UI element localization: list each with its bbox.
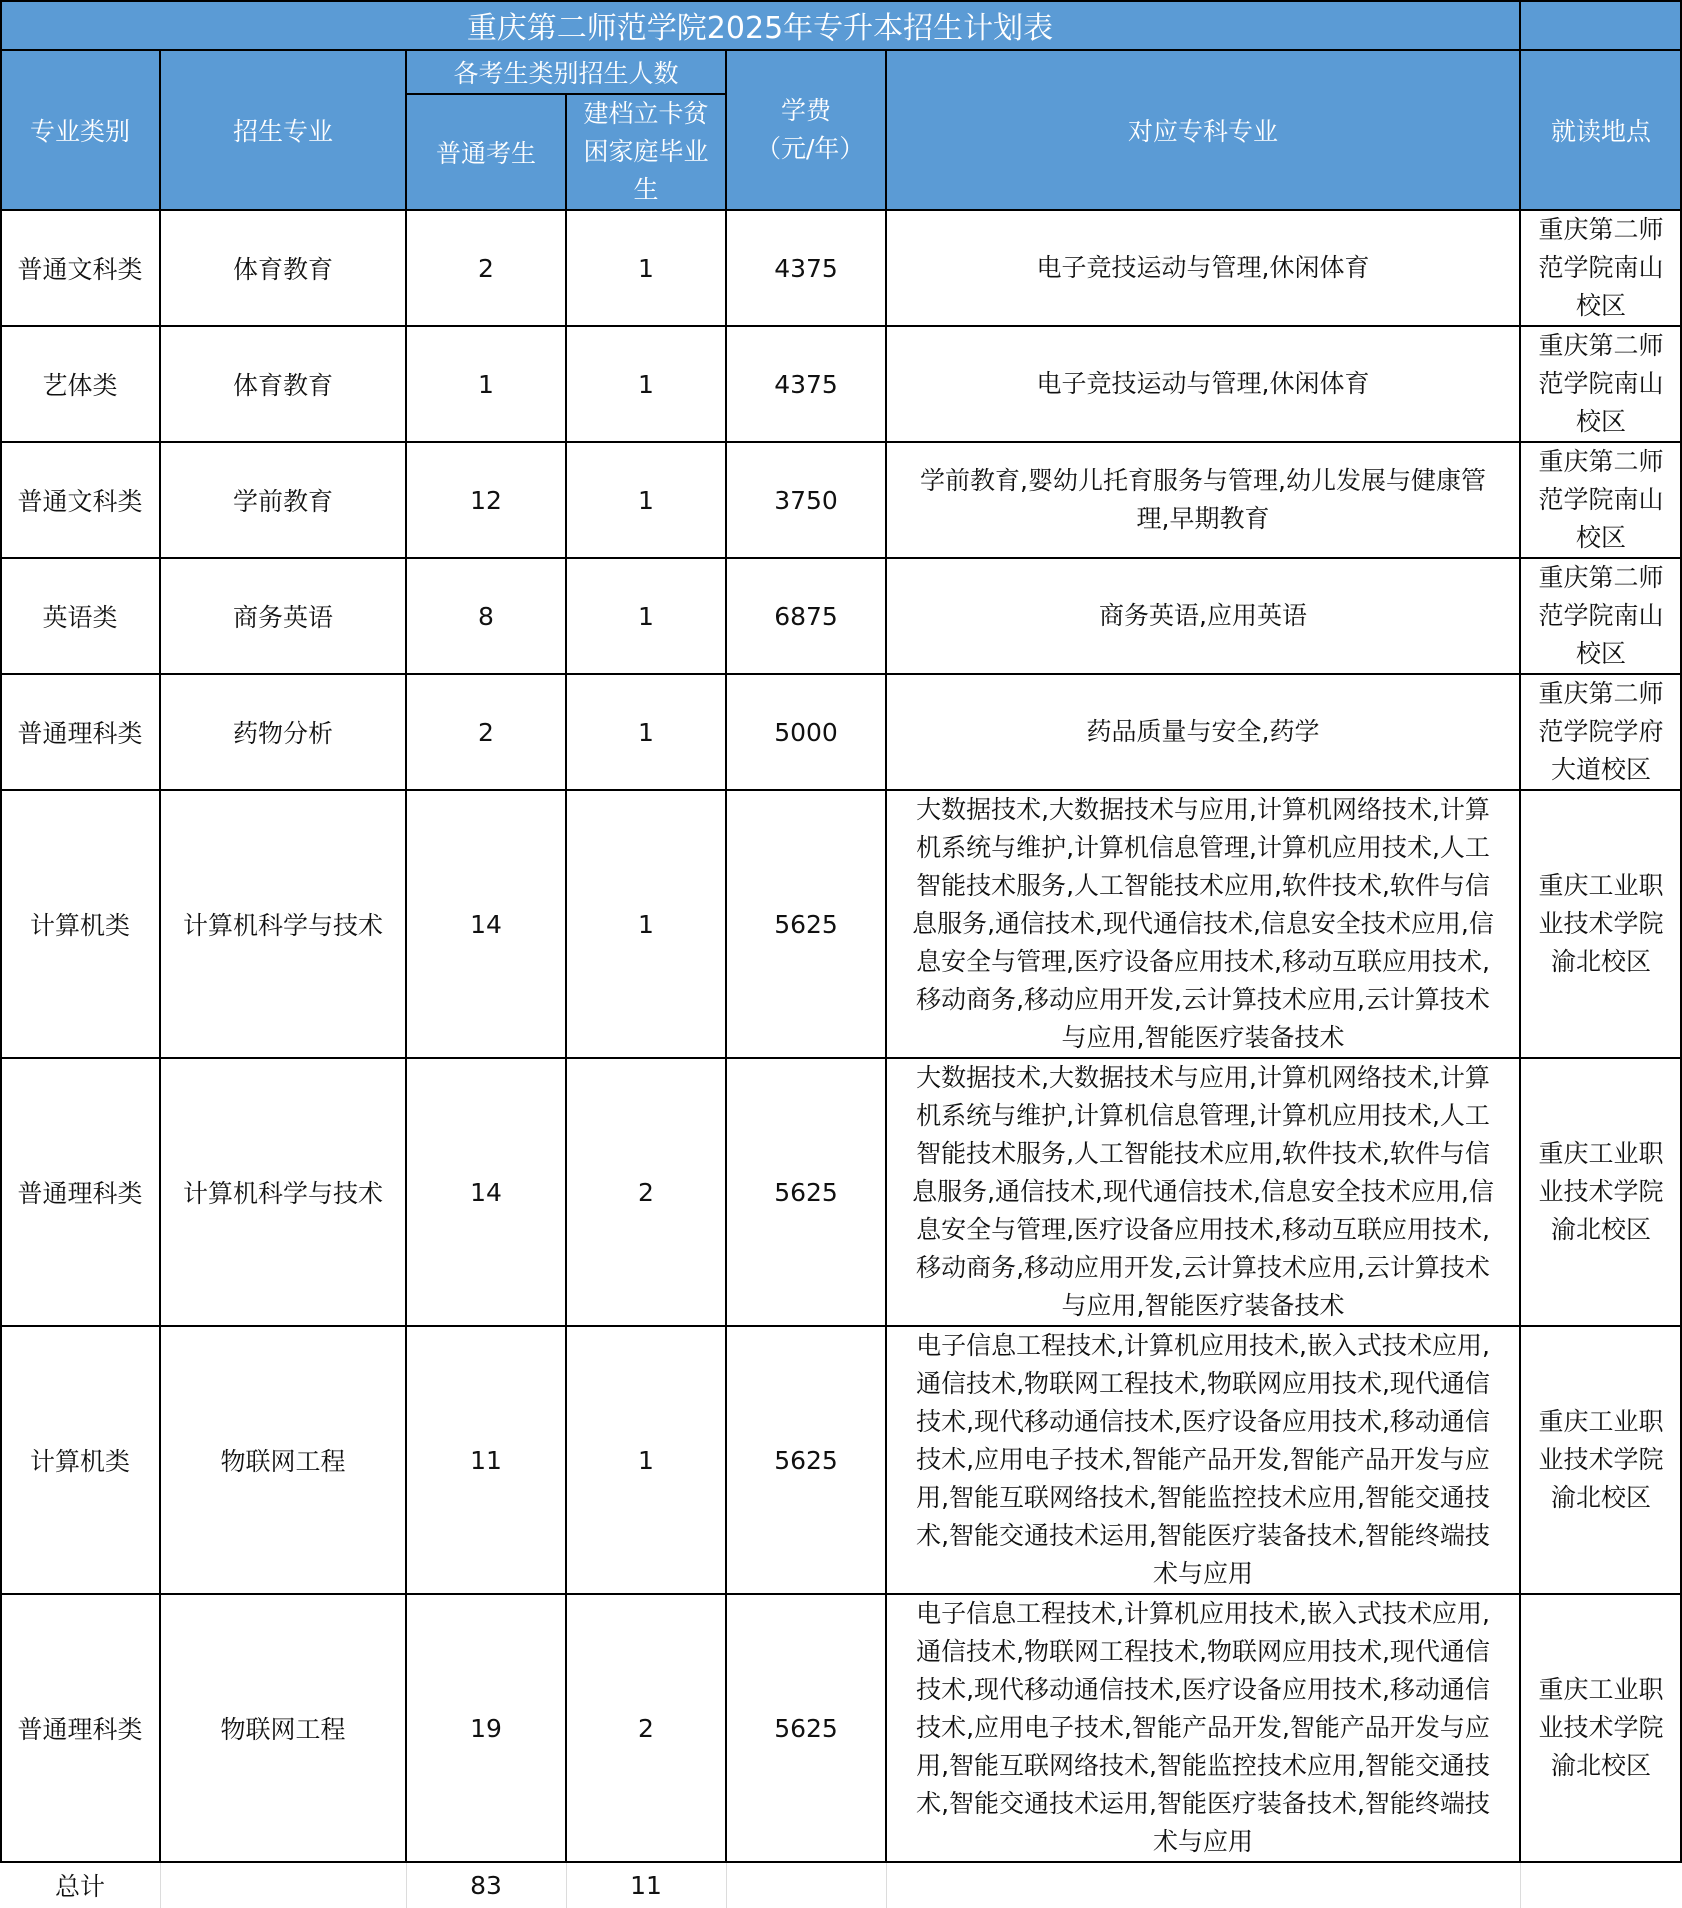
total-empty-major bbox=[160, 1862, 406, 1908]
border-v-col1 bbox=[159, 50, 161, 1862]
cell-category: 计算机类 bbox=[0, 790, 160, 1058]
border-h-row7 bbox=[0, 1325, 1682, 1327]
border-h-row4 bbox=[0, 673, 1682, 675]
cell-poverty: 1 bbox=[566, 558, 726, 674]
border-h-row3 bbox=[0, 557, 1682, 559]
cell-location: 重庆工业职业技术学院渝北校区 bbox=[1520, 1326, 1682, 1594]
cell-related: 电子竞技运动与管理,休闲体育 bbox=[886, 326, 1520, 442]
cell-tuition: 3750 bbox=[726, 442, 886, 558]
cell-regular: 2 bbox=[406, 210, 566, 326]
cell-category: 计算机类 bbox=[0, 1326, 160, 1594]
cell-major: 药物分析 bbox=[160, 674, 406, 790]
total-gridline-v3 bbox=[566, 1862, 567, 1908]
cell-poverty: 1 bbox=[566, 326, 726, 442]
cell-category: 英语类 bbox=[0, 558, 160, 674]
cell-major: 物联网工程 bbox=[160, 1594, 406, 1862]
total-gridline-v2 bbox=[406, 1862, 407, 1908]
header-poverty: 建档立卡贫困家庭毕业生 bbox=[566, 94, 726, 210]
cell-category: 艺体类 bbox=[0, 326, 160, 442]
cell-regular: 11 bbox=[406, 1326, 566, 1594]
cell-tuition: 4375 bbox=[726, 210, 886, 326]
cell-major: 计算机科学与技术 bbox=[160, 790, 406, 1058]
total-gridline-v4 bbox=[726, 1862, 727, 1908]
cell-location: 重庆第二师范学院南山校区 bbox=[1520, 558, 1682, 674]
cell-related: 药品质量与安全,药学 bbox=[886, 674, 1520, 790]
cell-related: 学前教育,婴幼儿托育服务与管理,幼儿发展与健康管理,早期教育 bbox=[886, 442, 1520, 558]
header-tuition: 学费（元/年） bbox=[726, 50, 886, 210]
title-empty-cell bbox=[1520, 0, 1682, 50]
cell-location: 重庆工业职业技术学院渝北校区 bbox=[1520, 790, 1682, 1058]
total-regular: 83 bbox=[406, 1862, 566, 1908]
cell-related: 大数据技术,大数据技术与应用,计算机网络技术,计算机系统与维护,计算机信息管理,计算机应用技术,人工智能技术服务,人工智能技术应用,软件技术,软件与信息服务,通信技术,现代通信技术,信息安全技术应用,信息安全与管理,医疗设备应用技术,移动互联应用技术,移动商务,移动应用开发,云计算技术应用,云计算技术与应用,智能医疗装备技术 bbox=[886, 790, 1520, 1058]
cell-related: 大数据技术,大数据技术与应用,计算机网络技术,计算机系统与维护,计算机信息管理,计算机应用技术,人工智能技术服务,人工智能技术应用,软件技术,软件与信息服务,通信技术,现代通信技术,信息安全技术应用,信息安全与管理,医疗设备应用技术,移动互联应用技术,移动商务,移动应用开发,云计算技术应用,云计算技术与应用,智能医疗装备技术 bbox=[886, 1058, 1520, 1326]
total-gridline-v1 bbox=[160, 1862, 161, 1908]
cell-major: 体育教育 bbox=[160, 326, 406, 442]
header-major: 招生专业 bbox=[160, 50, 406, 210]
border-h-row8 bbox=[0, 1593, 1682, 1595]
border-h-row1 bbox=[0, 325, 1682, 327]
cell-regular: 8 bbox=[406, 558, 566, 674]
cell-category: 普通文科类 bbox=[0, 210, 160, 326]
header-location: 就读地点 bbox=[1520, 50, 1682, 210]
cell-major: 体育教育 bbox=[160, 210, 406, 326]
cell-location: 重庆工业职业技术学院渝北校区 bbox=[1520, 1594, 1682, 1862]
cell-related: 电子信息工程技术,计算机应用技术,嵌入式技术应用,通信技术,物联网工程技术,物联网应用技术,现代通信技术,现代移动通信技术,医疗设备应用技术,移动通信技术,应用电子技术,智能产品开发,智能产品开发与应用,智能互联网络技术,智能监控技术应用,智能交通技术,智能交通技术运用,智能医疗装备技术,智能终端技术与应用 bbox=[886, 1594, 1520, 1862]
cell-regular: 14 bbox=[406, 1058, 566, 1326]
cell-location: 重庆第二师范学院学府大道校区 bbox=[1520, 674, 1682, 790]
border-v-col2 bbox=[405, 50, 407, 1862]
cell-category: 普通理科类 bbox=[0, 1058, 160, 1326]
cell-tuition: 5625 bbox=[726, 1326, 886, 1594]
border-v-col4 bbox=[725, 50, 727, 1862]
cell-related: 电子竞技运动与管理,休闲体育 bbox=[886, 210, 1520, 326]
cell-tuition: 6875 bbox=[726, 558, 886, 674]
cell-poverty: 1 bbox=[566, 674, 726, 790]
cell-location: 重庆第二师范学院南山校区 bbox=[1520, 210, 1682, 326]
border-h-row2 bbox=[0, 441, 1682, 443]
cell-tuition: 5625 bbox=[726, 790, 886, 1058]
border-h-title bbox=[0, 49, 1682, 51]
cell-poverty: 2 bbox=[566, 1594, 726, 1862]
cell-major: 计算机科学与技术 bbox=[160, 1058, 406, 1326]
cell-location: 重庆工业职业技术学院渝北校区 bbox=[1520, 1058, 1682, 1326]
cell-tuition: 5000 bbox=[726, 674, 886, 790]
cell-regular: 19 bbox=[406, 1594, 566, 1862]
cell-location: 重庆第二师范学院南山校区 bbox=[1520, 326, 1682, 442]
cell-location: 重庆第二师范学院南山校区 bbox=[1520, 442, 1682, 558]
cell-category: 普通理科类 bbox=[0, 674, 160, 790]
sheet-title-text: 重庆第二师范学院2025年专升本招生计划表 bbox=[466, 11, 1054, 46]
cell-poverty: 1 bbox=[566, 210, 726, 326]
header-related: 对应专科专业 bbox=[886, 50, 1520, 210]
cell-major: 商务英语 bbox=[160, 558, 406, 674]
cell-tuition: 5625 bbox=[726, 1594, 886, 1862]
border-h-header bbox=[0, 209, 1682, 211]
border-v-col6 bbox=[1519, 0, 1521, 1862]
sheet-title bbox=[0, 0, 1520, 50]
header-enroll-group: 各考生类别招生人数 bbox=[406, 50, 726, 94]
cell-poverty: 2 bbox=[566, 1058, 726, 1326]
cell-tuition: 5625 bbox=[726, 1058, 886, 1326]
cell-category: 普通文科类 bbox=[0, 442, 160, 558]
border-h-row6 bbox=[0, 1057, 1682, 1059]
border-v-col5 bbox=[885, 50, 887, 1862]
border-h-top bbox=[0, 0, 1682, 2]
cell-regular: 12 bbox=[406, 442, 566, 558]
total-gridline-v5 bbox=[886, 1862, 887, 1908]
cell-major: 物联网工程 bbox=[160, 1326, 406, 1594]
cell-poverty: 1 bbox=[566, 442, 726, 558]
total-label: 总计 bbox=[0, 1862, 160, 1908]
cell-regular: 14 bbox=[406, 790, 566, 1058]
cell-tuition: 4375 bbox=[726, 326, 886, 442]
cell-category: 普通理科类 bbox=[0, 1594, 160, 1862]
cell-related: 商务英语,应用英语 bbox=[886, 558, 1520, 674]
cell-major: 学前教育 bbox=[160, 442, 406, 558]
total-gridline-v6 bbox=[1520, 1862, 1521, 1908]
border-h-row9 bbox=[0, 1861, 1682, 1863]
header-category: 专业类别 bbox=[0, 50, 160, 210]
cell-regular: 1 bbox=[406, 326, 566, 442]
cell-poverty: 1 bbox=[566, 790, 726, 1058]
border-v-left bbox=[0, 0, 2, 1862]
border-v-col3 bbox=[565, 94, 567, 1862]
cell-poverty: 1 bbox=[566, 1326, 726, 1594]
cell-related: 电子信息工程技术,计算机应用技术,嵌入式技术应用,通信技术,物联网工程技术,物联网应用技术,现代通信技术,现代移动通信技术,医疗设备应用技术,移动通信技术,应用电子技术,智能产品开发,智能产品开发与应用,智能互联网络技术,智能监控技术应用,智能交通技术,智能交通技术运用,智能医疗装备技术,智能终端技术与应用 bbox=[886, 1326, 1520, 1594]
cell-regular: 2 bbox=[406, 674, 566, 790]
header-regular: 普通考生 bbox=[406, 94, 566, 210]
total-poverty: 11 bbox=[566, 1862, 726, 1908]
border-h-row5 bbox=[0, 789, 1682, 791]
